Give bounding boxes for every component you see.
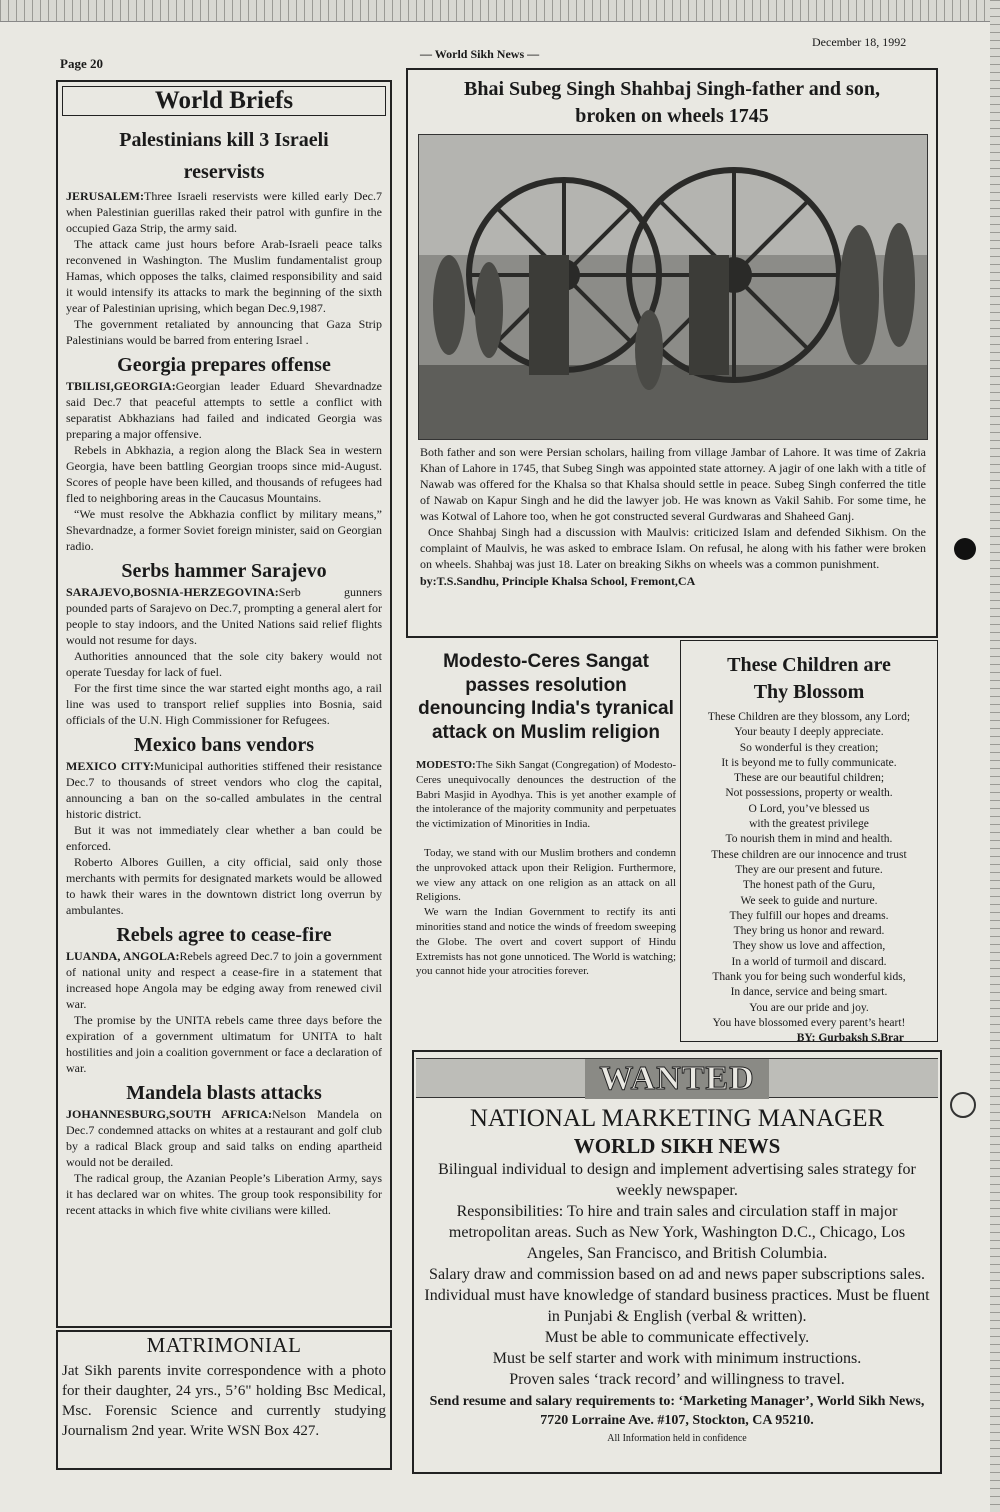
paragraph-text: The Sikh Sangat (Congregation) of Modesto-Ceres unequivocally denounces the destruction of the Babri Masjid in Ayodhya. This is yet another example of the intolerance of the majority community and perpetuates the victimization of Minorities in India. xyxy=(416,759,676,831)
wanted-word: WANTED xyxy=(585,1059,768,1099)
wanted-line: Responsibilities: To hire and train sales and circulation staff in major metropolitan areas. Such as New York, Washington D.C., Chicago, Los Angeles, San Francisco, and British Columbia. xyxy=(448,1203,906,1262)
paragraph xyxy=(416,758,676,832)
matrimonial xyxy=(62,1332,386,1441)
paragraph-text: We warn the Indian Government to rectify its anti minorities stand and notice the winds of freedom sweeping the Globe. The overt and covert support of Hindu Extremists has not gone unnoticed. The World is watching; you cannot hide your atrocities forever. xyxy=(416,906,676,978)
briefs-list xyxy=(62,124,386,1218)
wanted-line: Bilingual individual to design and implement advertising sales strategy for weekly newspaper. xyxy=(438,1161,916,1199)
dateline: SARAJEVO,BOSNIA-HERZEGOVINA: xyxy=(66,585,279,599)
poem-byline: BY: Gurbaksh S.Brar xyxy=(796,1032,904,1045)
modesto-story xyxy=(416,650,676,979)
poem-line: Not possessions, property or wealth. xyxy=(725,787,893,800)
paragraph-text: For the first time since the war started eight months ago, a rail line was used to transport relief supplies into Bosnia, said officials of the U.N. High Commissioner for Refugees. xyxy=(66,681,382,727)
paragraph-text: Georgian leader Eduard Shevardnadze said Dec.7 that peaceful attempts to settle a conflict with separatist Abkhazians had failed and indicated Georgia was preparing a major offensive. xyxy=(66,379,382,441)
matrimonial-text: Jat Sikh parents invite correspondence with a photo for their daughter, 24 yrs., 5’6" holding Bsc Medical, Msc. Forensic Science and currently studying Journalism 2nd year. Write WSN Box 427. xyxy=(62,1363,386,1440)
poem-title-2: Thy Blossom xyxy=(753,681,865,703)
paragraph xyxy=(66,378,382,442)
poem-line: We seek to guide and nurture. xyxy=(740,894,878,907)
wanted-line: Proven sales ‘track record’ and willingness to travel. xyxy=(509,1371,845,1388)
paragraph-text: Municipal authorities stiffened their resistance Dec.7 to thousands of street vendors who clog the capital, announcing a ban on the so-called ambulates in the central historic district. xyxy=(66,759,382,821)
poem-line: It is beyond me to fully communicate. xyxy=(721,756,897,769)
wanted-lines xyxy=(420,1159,934,1390)
poem-line: So wonderful is they creation; xyxy=(739,741,879,754)
paragraph xyxy=(66,854,382,918)
scanner-ruler-top xyxy=(0,0,1000,22)
brief-story xyxy=(66,352,382,554)
paragraph xyxy=(66,648,382,680)
poem-line: They show us love and affection, xyxy=(732,940,886,953)
wanted-contact: Send resume and salary requirements to: ‘Marketing Manager’, World Sikh News, 7720 Lorraine Ave. #107, Stockton, CA 95210. xyxy=(429,1394,925,1428)
poem-line: Your beauty I deeply appreciate. xyxy=(734,726,884,739)
poem-title-1: These Children are xyxy=(727,654,891,676)
matrimonial-title: MATRIMONIAL xyxy=(146,1333,302,1357)
brief-story xyxy=(66,732,382,918)
feature-headline-2: broken on wheels 1745 xyxy=(575,105,769,127)
paragraph xyxy=(66,822,382,854)
paragraph xyxy=(66,236,382,316)
wanted-footnote: All Information held in confidence xyxy=(607,1433,747,1444)
paragraph-text: Rebels agreed Dec.7 to join a government of national unity and respect a cease-fire in a statement that increased hope Angola may be edging away from renewed civil war. xyxy=(66,949,382,1011)
dateline: JERUSALEM: xyxy=(66,189,145,203)
paragraph-text: The attack came just hours before Arab-Israeli peace talks reconvened in Washington. The Muslim fundamentalist group Hamas, which opposes the talks, claimed responsibility and said it would intensify its attacks to mark the beginning of the sixth year of Palestinian uprising, which began Dec.9,1987. xyxy=(66,237,382,315)
paragraph-text: Authorities announced that the sole city bakery would not operate Tuesday for lack of fuel. xyxy=(66,649,382,679)
dateline: MEXICO CITY: xyxy=(66,759,154,773)
feature-paragraph: Both father and son were Persian scholars, hailing from village Jambar of Lahore. It was time of Zakria Khan of Lahore in 1745, that Subeg Singh was appointed state attorney. A jagir of one lakh with a title of Nawab was offered for the Khalsa so that Khalsa should settle in peace. Subeg Singh conferred the title of Nawab on Kapur Singh and he did the lawyer job. He was known as Vakil Sahib. For some time, he was Kotwal of Lahore too, when he got constructed several Gurdwaras and Shaheed Ganj. xyxy=(420,445,926,523)
wanted-banner xyxy=(416,1058,938,1098)
poem-line: These Children are they blossom, any Lord; xyxy=(707,711,911,723)
paragraph-text: Today, we stand with our Muslim brothers and condemn the unprovoked attack upon their Religion. Furthermore, we view any attack on one religion as an attack on all Religions. xyxy=(416,846,676,904)
paper-name: — World Sikh News — xyxy=(420,47,540,61)
poem-line: Thank you for being such wonderful kids, xyxy=(712,971,906,984)
brief-story xyxy=(66,124,382,348)
paragraph xyxy=(66,948,382,1012)
paragraph xyxy=(66,188,382,236)
paragraph-text: Nelson Mandela on Dec.7 condemned attacks on whites at a restaurant and golf club by a radical Black group and said talks on ending apartheid would not be derailed. xyxy=(66,1107,382,1169)
poem-line: These are our beautiful children; xyxy=(733,772,885,785)
wanted-title: NATIONAL MARKETING MANAGER xyxy=(469,1105,885,1132)
paragraph xyxy=(416,846,676,905)
poem-line: These children are our innocence and trust xyxy=(711,848,907,861)
feature-text xyxy=(420,444,926,589)
poem-line: You are our pride and joy. xyxy=(749,1001,869,1014)
paragraph xyxy=(66,316,382,348)
feature xyxy=(412,76,932,130)
paragraph-text: The radical group, the Azanian People’s Liberation Army, says it has declared war on whites. The group took responsibility for recent attacks in which five white civilians were killed. xyxy=(66,1171,382,1217)
paragraph-text: The promise by the UNITA rebels came three days before the expiration of a government ultimatum for UNITA to halt hostilities and join a coalition government or face a declaration of war. xyxy=(66,1013,382,1075)
world-briefs xyxy=(62,86,386,1222)
wanted-line: Must be able to communicate effectively. xyxy=(544,1329,810,1346)
brief-story xyxy=(66,1080,382,1218)
world-briefs-title: World Briefs xyxy=(154,87,294,114)
story-headline: Mandela blasts attacks xyxy=(126,1082,322,1104)
story-headline: Serbs hammer Sarajevo xyxy=(121,560,327,582)
poem-lines xyxy=(684,710,934,1031)
paragraph-text: Roberto Albores Guillen, a city official, said only those merchants with permits for designated markets would be allowed to hawk their wares in the downtown district long overrun by ambulantes. xyxy=(66,855,382,917)
poem-line: They are our present and future. xyxy=(735,863,883,876)
paragraph xyxy=(66,506,382,554)
poem-line: To nourish them in mind and health. xyxy=(725,833,893,846)
issue-date: December 18, 1992 xyxy=(812,35,907,49)
paragraph xyxy=(66,680,382,728)
dateline: TBILISI,GEORGIA: xyxy=(66,379,176,393)
poem-line: with the greatest privilege xyxy=(749,818,869,831)
scanner-ruler-right xyxy=(990,0,1000,1512)
world-briefs-title-box xyxy=(62,86,386,116)
story-headline: Palestinians kill 3 Israeli reservists xyxy=(119,129,329,183)
poem-line: They fulfill our hopes and dreams. xyxy=(729,909,889,922)
feature-headline-1: Bhai Subeg Singh Shahbaj Singh-father and son, xyxy=(464,78,880,100)
paragraph xyxy=(66,1012,382,1076)
paragraph xyxy=(66,1106,382,1170)
story-headline: Mexico bans vendors xyxy=(134,734,314,756)
paragraph-text: But it was not immediately clear whether a ban could be enforced. xyxy=(66,823,382,853)
paragraph-text: Three Israeli reservists were killed early Dec.7 when Palestinian guerillas raked their patrol with gunfire in the occupied Gaza Strip, the army said. xyxy=(66,189,382,235)
modesto-paragraphs xyxy=(416,758,676,979)
paragraph-text: “We must resolve the Abkhazia conflict by military means,” Shevardnadze, a former Soviet foreign minister, said on Georgian radio. xyxy=(66,507,382,553)
modesto-headline: Modesto-Ceres Sangat passes resolution denouncing India's tyranical attack on Muslim religion xyxy=(418,651,674,743)
paragraph-text: The government retaliated by announcing that Gaza Strip Palestinians would be barred from entering Israel . xyxy=(66,317,382,347)
paragraph xyxy=(416,905,676,979)
poem-line: You have blossomed every parent’s heart! xyxy=(712,1016,906,1029)
paragraph-text: Rebels in Abkhazia, a region along the Black Sea in western Georgia, have been battling Georgian troops since mid-August. Scores of people have been killed, and thousands of refugees had fled to neighboring areas in the Caucasus Mountains. xyxy=(66,443,382,505)
page-number: Page 20 xyxy=(60,56,103,71)
brief-story xyxy=(66,558,382,728)
paragraph xyxy=(66,758,382,822)
story-headline: Georgia prepares offense xyxy=(117,354,331,376)
wanted-org: WORLD SIKH NEWS xyxy=(573,1134,781,1158)
punch-hole-outline xyxy=(950,1092,976,1118)
wanted-line: Salary draw and commission based on ad and news paper subscriptions sales. xyxy=(429,1266,925,1283)
dateline: LUANDA, ANGOLA: xyxy=(66,949,180,963)
poem-line: In a world of turmoil and discard. xyxy=(731,955,887,968)
brief-story xyxy=(66,922,382,1076)
poem-line: O Lord, you’ve blessed us xyxy=(748,802,870,815)
poem-line: They bring us honor and reward. xyxy=(733,925,885,938)
wanted-line: Must be self starter and work with minimum instructions. xyxy=(492,1350,862,1367)
paragraph xyxy=(66,584,382,648)
feature-photo xyxy=(418,134,928,440)
paragraph-text: Serb gunners pounded parts of Sarajevo on Dec.7, prompting a general alert for people to stay indoors, and the United Nations said relief flights would not resume for days. xyxy=(66,585,382,647)
feature-paragraph: Once Shahbaj Singh had a discussion with Maulvis: criticized Islam and defended Sikhism. On the complaint of Maulvis, he was asked to embrace Islam. On refusal, he along with his father were broken on wheels. Shahbaj was just 18. Later on breaking Sikhs on wheels was a common punishment. xyxy=(420,525,926,571)
feature-paragraphs xyxy=(420,444,926,572)
poem xyxy=(684,652,934,1047)
dateline: MODESTO: xyxy=(416,759,476,771)
punch-hole xyxy=(954,538,976,560)
wheel-illustration-image xyxy=(419,135,928,440)
poem-line: The honest path of the Guru, xyxy=(742,879,876,892)
poem-line: In dance, service and being smart. xyxy=(730,986,888,999)
wanted-line: Individual must have knowledge of standard business practices. Must be fluent in Punjabi & English (verbal & written). xyxy=(424,1287,930,1325)
wanted-ad xyxy=(420,1104,934,1446)
paragraph xyxy=(66,1170,382,1218)
story-headline: Rebels agree to cease-fire xyxy=(116,924,332,946)
feature-byline: by:T.S.Sandhu, Principle Khalsa School, Fremont,CA xyxy=(420,574,696,588)
paragraph xyxy=(66,442,382,506)
dateline: JOHANNESBURG,SOUTH AFRICA: xyxy=(66,1107,273,1121)
